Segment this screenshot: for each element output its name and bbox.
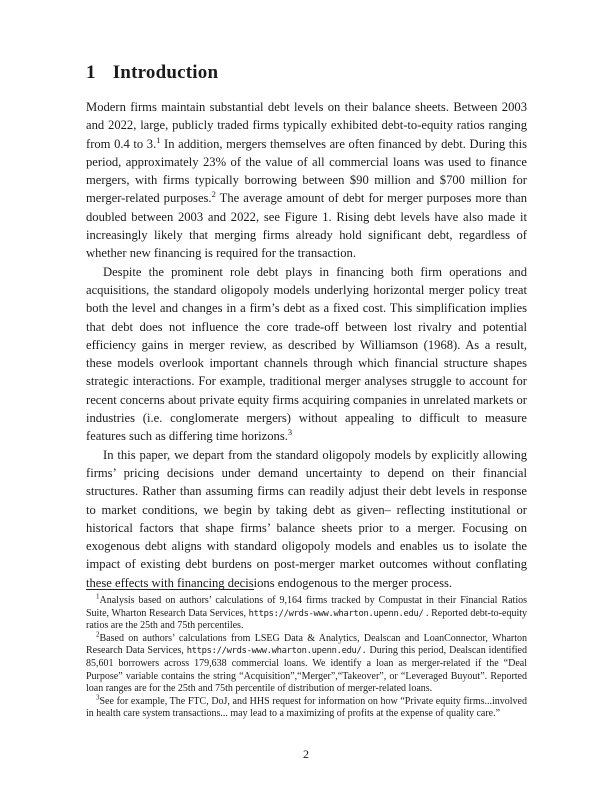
paragraph bbox=[86, 446, 527, 592]
text-run: Based on authors’ calculations from LSEG Data & Analytics, Dealscan and LoanConnector, Wharton Research Data Services, bbox=[86, 632, 527, 657]
text-run: Modern firms maintain substantial debt levels on their balance sheets. Between 2003 and 2022, large, publicly traded firms typically exhibited debt-to-equity ratios ranging from 0.4 to 3. bbox=[86, 100, 527, 151]
footnote-marker: 1 bbox=[156, 134, 161, 145]
footnote-marker: 3 bbox=[287, 427, 293, 438]
text-run: The average amount of debt for merger purposes more than doubled between 2003 and 2022, see Figure 1. Rising debt levels have also made it increasingly likely that merging firms already hold significant debt, regardless of whether new financing is required for the transaction. bbox=[86, 191, 528, 261]
page-number: 2 bbox=[303, 747, 309, 761]
footnote-marker: 2 bbox=[211, 189, 216, 200]
text-run: In this paper, we depart from the standard oligopoly models by explicitly allowing firms’ pricing decisions under demand uncertainty to depend on their financial structures. Rather than assuming firms can readily adjust their debt levels in response to market conditions, we begin by taking debt as given– reflecting institutional or historical factors that shape firms’ balance sheets prior to a merger. Focusing on exogenous debt aligns with standard oligopoly models and enables us to isolate the impact of existing debt burdens on post-merger market outcomes without conflating these effects with financing decisions endogenous to the merger process. bbox=[86, 447, 527, 590]
text-run: . Reported debt-to-equity ratios are the 25th and 75th percentiles. bbox=[86, 607, 527, 632]
text-run: In addition, mergers themselves are often financed by debt. During this period, approximately 23% of the value of all commercial loans was used to finance mergers, with firms typically borrowing between $90 million and $700 million for merger-related purposes. bbox=[86, 136, 527, 206]
footnote-marker: 3 bbox=[96, 693, 100, 702]
footnote-rule bbox=[86, 589, 254, 590]
url-text: https://wrds-www.wharton.upenn.edu/. bbox=[186, 646, 367, 657]
section-number: 1 bbox=[86, 62, 96, 83]
section-heading bbox=[86, 62, 527, 84]
footnote-marker: 2 bbox=[96, 630, 100, 639]
footnotes-list bbox=[86, 592, 527, 721]
footnotes-block bbox=[86, 589, 527, 721]
text-run: Despite the prominent role debt plays in financing both firm operations and acquisitions, the standard oligopoly models underlying horizontal merger policy treat both the level and changes in a firm’s debt as a fixed cost. This simplification implies that debt does not influence the core trade-off between lost rivalry and potential efficiency gains in merger review, as described by Williamson (1968). As a result, these models overlook important channels through which financial structure shapes strategic interactions. For example, traditional merger analyses struggle to account for recent concerns about private equity firms acquiring companies in unrelated markets or industries (i.e. conglomerate mergers) without appealing to difficult to measure features such as differing time horizons. bbox=[86, 264, 527, 444]
paragraph bbox=[86, 263, 527, 446]
footnote bbox=[86, 630, 527, 696]
text-run: Analysis based on authors’ calculations of 9,164 firms tracked by Compustat in their Financial Ratios Suite, Wharton Research Data Services, bbox=[86, 595, 527, 619]
body-text bbox=[86, 98, 527, 592]
text-run: See for example, The FTC, DoJ, and HHS request for information on how “Private equity firms...involved in health care system transactions... may lead to a maximizing of profits at the expense of quality care.” bbox=[86, 695, 527, 720]
section-title: Introduction bbox=[112, 62, 219, 83]
footnote-marker: 1 bbox=[96, 592, 100, 601]
text-run: During this period, Dealscan identified 85,601 borrowers across 179,638 commercial loans. We identify a loan as merger-related if the “Deal Purpose” variable contains the string “Acquisition”,“Merger”,“Takeover”, or “Leveraged Buyout”. Reported loan ranges are for the 25th and 75th percentile of distribution of merger-related loans. bbox=[86, 645, 527, 695]
footnote bbox=[86, 592, 527, 633]
paragraph bbox=[86, 98, 527, 263]
footnote bbox=[86, 693, 527, 721]
url-text: https://wrds-www.wharton.upenn.edu/ bbox=[248, 608, 424, 619]
